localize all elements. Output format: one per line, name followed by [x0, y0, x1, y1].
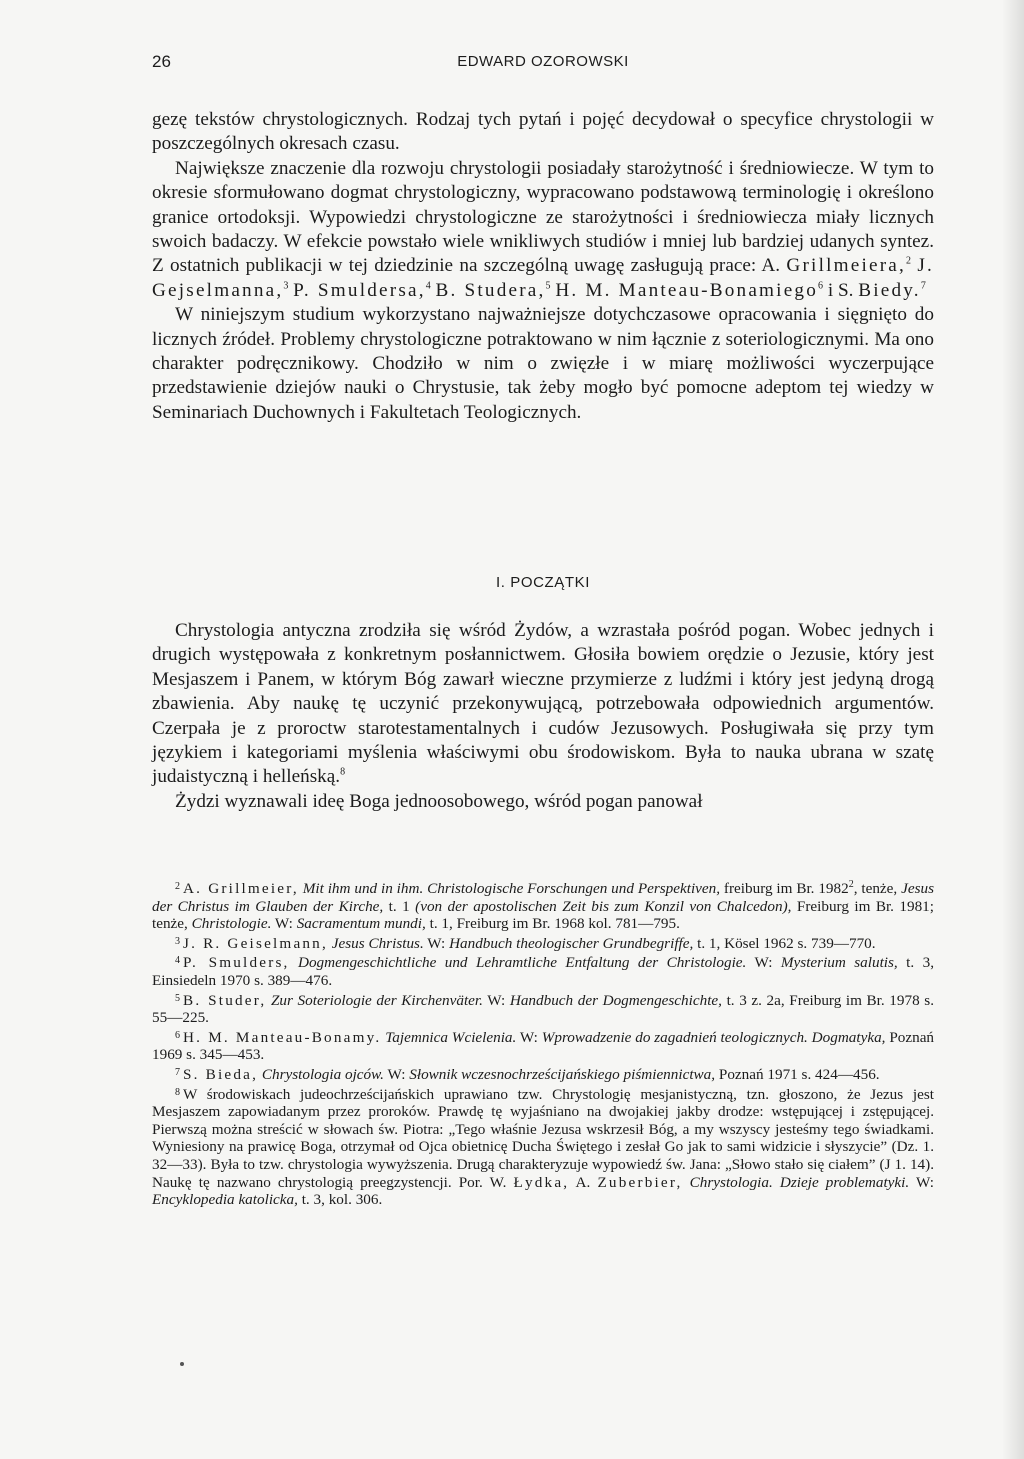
- footnote-5: $^5$ B. Studer, Zur Soteriologie der Kirchenväter. W: Handbuch der Dogmengeschichte, t. 3 z. 2a, Freiburg im Br. 1978 s. 55—225.: [152, 991, 934, 1027]
- author-bieda: Biedy.: [858, 279, 921, 301]
- section-heading: I. POCZĄTKI: [495, 574, 591, 591]
- author-studer: B. Studera,: [435, 279, 546, 301]
- page-number: 26: [152, 52, 171, 71]
- footnotes: [152, 878, 934, 1209]
- page-edge-shadow: [1002, 0, 1024, 1459]
- footnote-4: $^4$ P. Smulders, Dogmengeschichtliche und Lehramtliche Entfaltung der Christologie. W: Mysterium salutis, t. 3, Einsiedeln 1970 s. 389—476.: [152, 954, 934, 989]
- section-paragraph-1: Chrystologia antyczna zrodziła się wśród Żydów, a wzrastała pośród pogan. Wobec jednych i drugich występowała z konkretnym posłannictwem. Głosiła bowiem orędzie o Jezusie, który jest Mesjaszem i Panem, w którym Bóg zawarł wieczne przymierze z ludźmi i który jest jedyną drogą zbawienia. Aby naukę tę uczynić przekonywującą, potrzebowała odpowiednich argumentów. Czerpała je z proroctw starotestamentalnych i cudów Jezusowych. Posługiwała się przy tym językiem i kategoriami myślenia właściwymi obu środowiskom. Była to nauka ubrana w szatę judaistyczną i helleńską.$^8$: [152, 620, 934, 788]
- footnote-8: $^8$ W środowiskach judeochrześcijańskich uprawiano tzw. Chrystologię mesjanistyczną, tzn. głoszono, że Jezus jest Mesjaszem zapowiadanym przez proroków. Prawdę tę wyjaśniano na dwojakiej jakby drodze: wstępującej i zstępującej. Pierwszą można streścić w słowach św. Piotra: „Tego właśnie Jezusa wskrzesił Bóg, a my wszyscy jesteśmy tego świadkami. Wyniesiony na prawicę Boga, otrzymał od Ojca obietnicę Ducha Świętego i zesłał Go jak to sami widzicie i słyszycie” (Dz. 1. 32—33). Była to tzw. chrystologia wywyższenia. Drugą charakteryzuje wypowiedź św. Jana: „Słowo stało się ciałem” (J 1. 14). Naukę tę nazwano chrystologią preegzystencji. Por. W. Łydka, A. Zuberbier, Chrystologia. Dzieje problematyki. W: Encyklopedia katolicka, t. 3, kol. 306.: [152, 1085, 935, 1209]
- stray-mark: [180, 1362, 184, 1366]
- footnote-ref-7[interactable]: 7: [920, 280, 926, 292]
- footnote-ref-2[interactable]: 2: [906, 256, 912, 268]
- footnote-ref-4[interactable]: 4: [425, 280, 431, 292]
- intro-paragraph-1: gezę tekstów chrystologicznych. Rodzaj tych pytań i pojęć decydował o specyfice chrystologii w poszczególnych okresach czasu.: [152, 109, 934, 155]
- section-paragraph-2: Żydzi wyznawali ideę Boga jednoosobowego, wśród pogan panował: [175, 790, 703, 812]
- running-head: EDWARD OZOROWSKI: [457, 53, 629, 70]
- intro-paragraph-2: Największe znaczenie dla rozwoju chrystologii posiadały starożytność i średniowiecze. W tym to okresie sformułowano dogmat chrystologiczny, wypracowano podstawową terminologię i określono granice ortodoksji. Wypowiedzi chrystologiczne ze starożytności i średniowiecza miały licznych swoich badaczy. W efekcie powstało wiele wnikliwych studiów i mniej lub bardziej udanych syntez. Z ostatnich publikacji w tej dziedzinie na szczególną uwagę zasługują prace: A. Grillmeiera,$^2$ J. Gejselmanna,$^3$ P. Smuldersa,$^4$ B. Studera,$^5$ H. M. Manteau-Bonamiego$^6$ i S. Biedy.$^7$: [152, 157, 934, 301]
- footnote-2: $^2$ A. Grillmeier, Mit ihm und in ihm. Christologische Forschungen und Perspektiven, freiburg im Br. 1982$^2$, tenże, Jesus der Christus im Glauben der Kirche, t. 1 (von der apostolischen Zeit bis zum Konzil von Chalcedon), Freiburg im Br. 1981; tenże, Christologie. W: Sacramentum mundi, t. 1, Freiburg im Br. 1968 kol. 781—795.: [152, 878, 934, 933]
- footnote-3: $^3$ J. R. Geiselmann, Jesus Christus. W: Handbuch theologischer Grundbegriffe, t. 1, Kösel 1962 s. 739—770.: [175, 934, 876, 952]
- author-grillmeier: Grillmeiera,: [786, 255, 907, 277]
- author-smulders: P. Smuldersa,: [293, 279, 426, 301]
- intro-text: [152, 108, 934, 425]
- footnote-ref-3[interactable]: 3: [283, 280, 289, 292]
- author-gejselmann: J. Gejselmanna,: [152, 255, 934, 301]
- footnote-6: $^6$ H. M. Manteau-Bonamy. Tajemnica Wcielenia. W: Wprowadzenie do zagadnień teologicznych. Dogmatyka, Poznań 1969 s. 345—453.: [152, 1028, 935, 1064]
- author-manteau-bonamy: H. M. Manteau-Bonamiego: [555, 279, 819, 301]
- footnote-7: $^7$ S. Bieda, Chrystologia ojców. W: Słownik wczesnochrześcijańskiego piśmiennictwa, Poznań 1971 s. 424—456.: [175, 1065, 880, 1083]
- section-text: [152, 619, 934, 814]
- intro-paragraph-3: W niniejszym studium wykorzystano najważniejsze dotychczasowe opracowania i sięgnięto do licznych źródeł. Problemy chrystologiczne potraktowano w nim łącznie z soteriologicznymi. Ma ono charakter podręcznikowy. Chodziło w nim o zwięzłe i w miarę możliwości wyczerpujące przedstawienie dziejów nauki o Chrystusie, tak żeby mogło być pomocne adeptom tej wiedzy w Seminariach Duchownych i Fakultetach Teologicznych.: [152, 304, 934, 423]
- footnote-ref-5[interactable]: 5: [545, 280, 551, 292]
- page-header: [152, 52, 934, 76]
- footnote-ref-6[interactable]: 6: [818, 280, 824, 292]
- footnote-ref-8[interactable]: 8: [340, 767, 346, 779]
